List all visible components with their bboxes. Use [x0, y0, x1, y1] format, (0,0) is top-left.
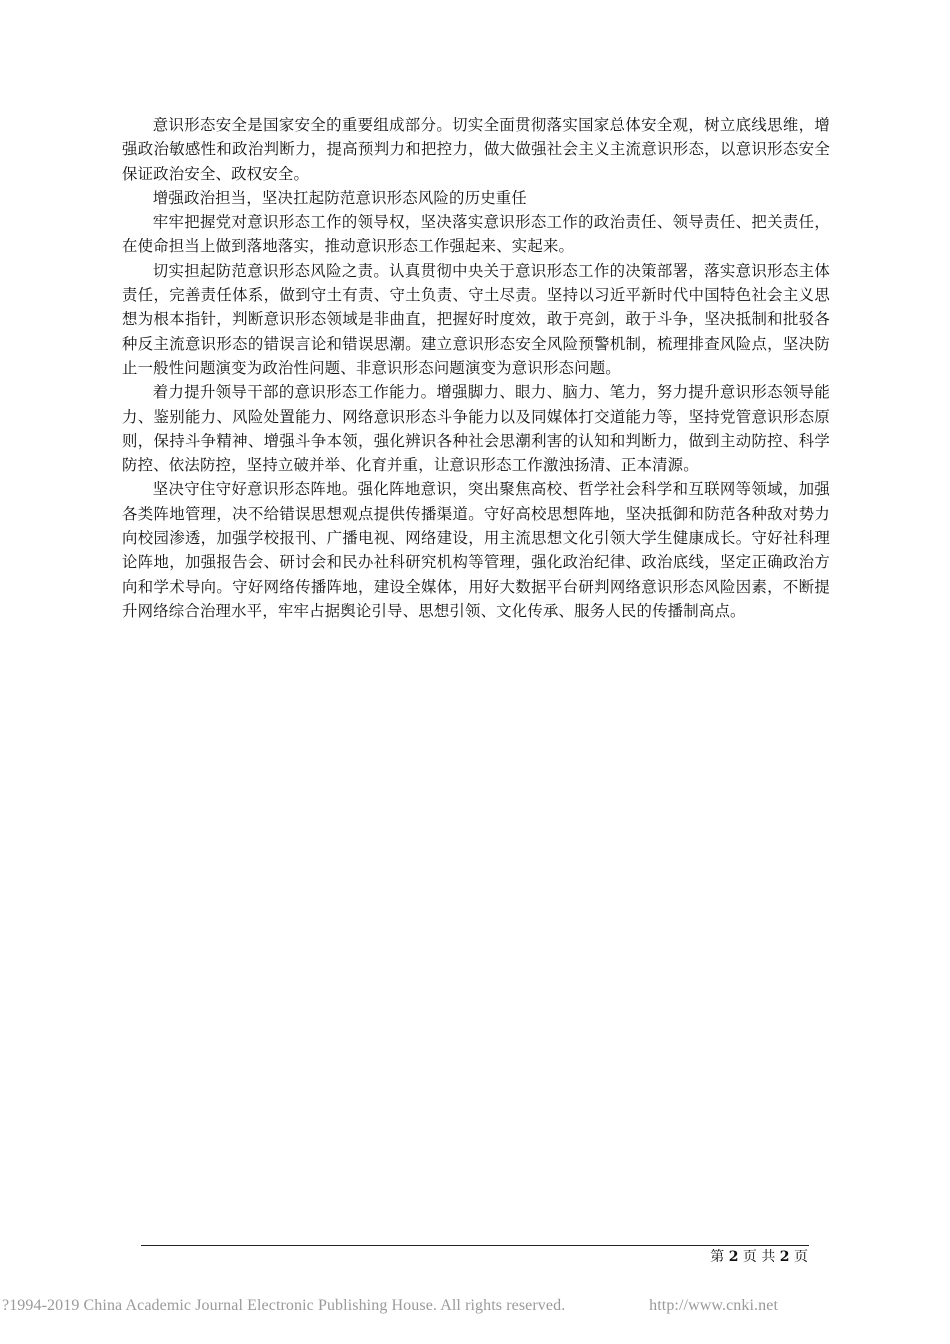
page-current: 2 [728, 1249, 739, 1265]
paragraph-leadership: 牢牢把握党对意识形态工作的领导权，坚决落实意识形态工作的政治责任、领导责任、把关责任，在使命担当上做到落地落实，推动意识形态工作强起来、实起来。 [122, 213, 830, 256]
article-body [122, 113, 830, 623]
paragraph-intro: 意识形态安全是国家安全的重要组成部分。切实全面贯彻落实国家总体安全观，树立底线思维，增强政治敏感性和政治判断力，提高预判力和把控力，做大做强社会主义主流意识形态，以意识形态安全保证政治安全、政权安全。 [122, 116, 830, 183]
paragraph-positions: 坚决守住守好意识形态阵地。强化阵地意识，突出聚焦高校、哲学社会科学和互联网等领域，加强各类阵地管理，决不给错误思想观点提供传播渠道。守好高校思想阵地，坚决抵御和防范各种敌对势力向校园渗透，加强学校报刊、广播电视、网络建设，用主流思想文化引领大学生健康成长。守好社科理论阵地，加强报告会、研讨会和民办社科研究机构等管理，强化政治纪律、政治底线，坚定正确政治方向和学术导向。守好网络传播阵地，建设全媒体，用好大数据平台研判网络意识形态风险因素，不断提升网络综合治理水平，牢牢占据舆论引导、思想引领、文化传承、服务人民的传播制高点。 [122, 480, 830, 620]
page-suffix: 页 [794, 1249, 808, 1265]
paragraph-capability: 着力提升领导干部的意识形态工作能力。增强脚力、眼力、脑力、笔力，努力提升意识形态领导能力、鉴别能力、风险处置能力、网络意识形态斗争能力以及同媒体打交道能力等，坚持党管意识形态原则，保持斗争精神、增强斗争本领，强化辨识各种社会思潮利害的认知和判断力，做到主动防控、科学防控、依法防控，坚持立破并举、化育并重，让意识形态工作激浊扬清、正本清源。 [122, 383, 830, 475]
footer-divider [141, 1245, 809, 1246]
copyright-text: ?1994-2019 China Academic Journal Electronic Publishing House. All rights reserved. [2, 1297, 566, 1314]
page-prefix: 第 [710, 1249, 725, 1265]
section-heading: 增强政治担当，坚决扛起防范意识形态风险的历史重任 [152, 188, 527, 207]
website-link[interactable]: http://www.cnki.net [649, 1297, 778, 1314]
page-total: 2 [779, 1249, 790, 1265]
paragraph-responsibility: 切实担起防范意识形态风险之责。认真贯彻中央关于意识形态工作的决策部署，落实意识形态主体责任，完善责任体系，做到守土有责、守土负责、守土尽责。坚持以习近平新时代中国特色社会主义思想为根本指针，判断意识形态领域是非曲直，把握好时度效，敢于亮剑，敢于斗争，坚决抵制和批驳各种反主流意识形态的错误言论和错误思潮。建立意识形态安全风险预警机制，梳理排查风险点，坚决防止一般性问题演变为政治性问题、非意识形态问题演变为意识形态问题。 [122, 261, 830, 377]
page-middle: 页 共 [742, 1249, 776, 1265]
page-number [710, 1248, 808, 1266]
